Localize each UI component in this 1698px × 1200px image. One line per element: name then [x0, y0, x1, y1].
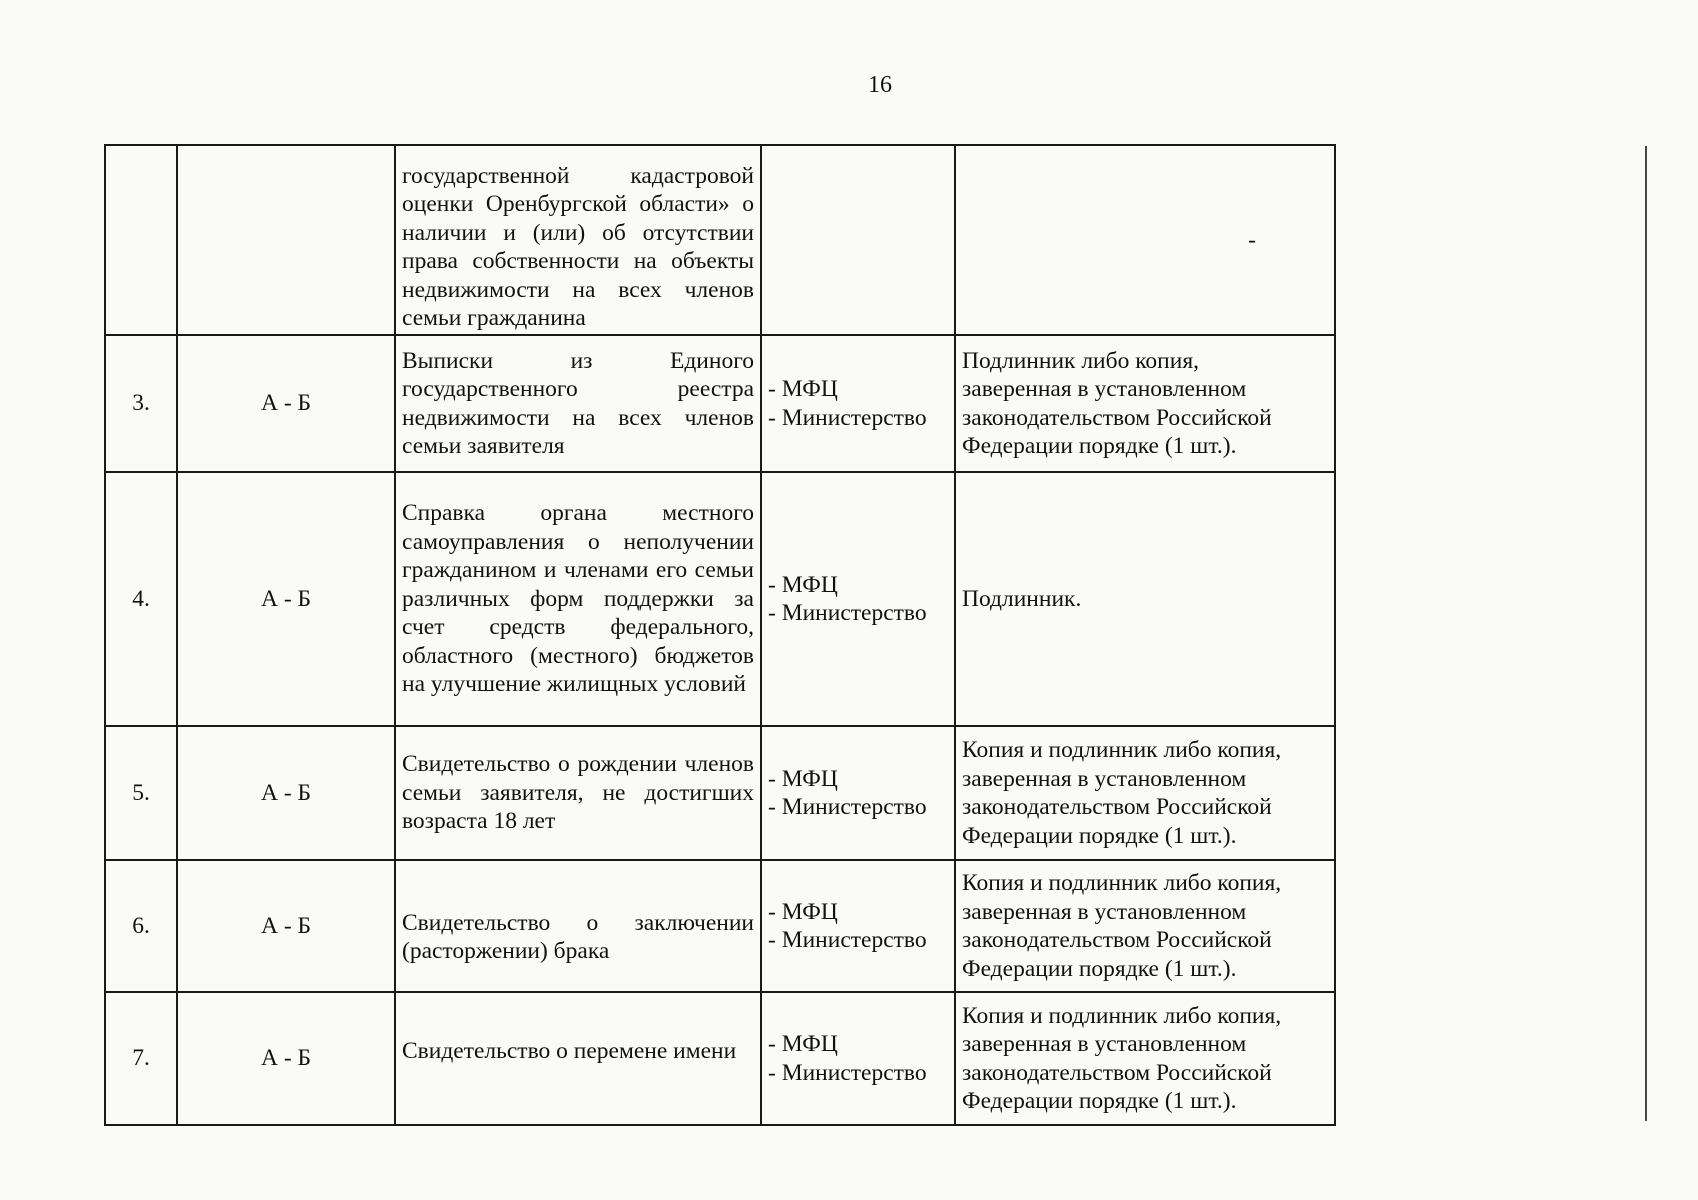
org-line: - МФЦ	[768, 1031, 838, 1057]
form-line: заверенная в установленном	[962, 1031, 1247, 1057]
row-number-cell: 7.	[105, 992, 177, 1125]
form-line: Федерации порядке (1 шт.).	[962, 955, 1237, 982]
document-name-cell: Справка органа местного самоуправления о неполучении гражданином и членами его семьи различных форм поддержки за счет средств федерального, областного (местного) бюджетов на улучшение жилищных условий	[395, 472, 761, 726]
document-form-cell	[955, 992, 1335, 1125]
org-line: - Министерство	[768, 1059, 927, 1086]
page-number: 16	[868, 72, 892, 98]
table-row	[105, 335, 1335, 472]
form-line: законодательством Российской	[962, 794, 1272, 820]
org-line: - МФЦ	[768, 571, 838, 598]
org-line: - Министерство	[768, 404, 927, 431]
margin-rule	[1645, 146, 1647, 1121]
form-line: Копия и подлинник либо копия,	[962, 870, 1282, 896]
document-name-cell: Выписки из Единого государственного реестра недвижимости на всех членов семьи заявителя	[395, 335, 761, 472]
form-line: Федерации порядке (1 шт.).	[962, 433, 1237, 459]
org-line: - МФЦ	[768, 376, 838, 402]
org-line: - Министерство	[768, 600, 927, 626]
submission-place-cell	[761, 860, 955, 992]
table-row	[105, 472, 1335, 726]
form-line: Федерации порядке (1 шт.).	[962, 1088, 1237, 1114]
org-line: - Министерство	[768, 794, 927, 820]
document-form-cell	[955, 335, 1335, 472]
submission-place-cell	[761, 335, 955, 472]
form-line: Подлинник.	[962, 585, 1082, 612]
applicant-category-cell: А - Б	[177, 860, 395, 992]
document-form-cell	[955, 145, 1335, 335]
submission-place-cell	[761, 992, 955, 1125]
document-name-cell: государственной кадастровой оценки Оренбургской области» о наличии и (или) об отсутствии права собственности на объекты недвижимости на всех членов семьи гражданина	[395, 145, 761, 335]
form-line: -	[1248, 226, 1256, 253]
form-line: заверенная в установленном	[962, 898, 1247, 925]
applicant-category-cell: А - Б	[177, 992, 395, 1125]
org-line: - МФЦ	[768, 765, 838, 792]
submission-place-cell	[761, 145, 955, 335]
form-line: Федерации порядке (1 шт.).	[962, 822, 1237, 849]
applicant-category-cell	[177, 145, 395, 335]
table-row	[105, 145, 1335, 335]
submission-place-cell	[761, 472, 955, 726]
applicant-category-cell: А - Б	[177, 726, 395, 860]
document-name-cell: Свидетельство о заключении (расторжении) брака	[395, 860, 761, 992]
row-number-cell: 4.	[105, 472, 177, 726]
row-number-cell	[105, 145, 177, 335]
form-line: Копия и подлинник либо копия,	[962, 1002, 1282, 1029]
row-number-cell: 6.	[105, 860, 177, 992]
org-line: - МФЦ	[768, 898, 838, 925]
row-number-cell: 5.	[105, 726, 177, 860]
form-line: законодательством Российской	[962, 1059, 1272, 1086]
form-line: заверенная в установленном	[962, 765, 1247, 792]
documents-table	[104, 144, 1336, 1126]
form-line: законодательством Российской	[962, 404, 1272, 431]
document-form-cell	[955, 860, 1335, 992]
table-row	[105, 992, 1335, 1125]
applicant-category-cell: А - Б	[177, 472, 395, 726]
applicant-category-cell: А - Б	[177, 335, 395, 472]
submission-place-cell	[761, 726, 955, 860]
document-name-cell: Свидетельство о перемене имени	[395, 992, 761, 1125]
form-line: заверенная в установленном	[962, 376, 1247, 402]
row-number-cell: 3.	[105, 335, 177, 472]
document-name-cell: Свидетельство о рождении членов семьи заявителя, не достигших возраста 18 лет	[395, 726, 761, 860]
table-row	[105, 860, 1335, 992]
form-line: Подлинник либо копия,	[962, 347, 1200, 374]
form-line: Копия и подлинник либо копия,	[962, 737, 1282, 763]
org-line: - Министерство	[768, 927, 927, 953]
table-row	[105, 726, 1335, 860]
document-form-cell	[955, 726, 1335, 860]
form-line: законодательством Российской	[962, 927, 1272, 953]
document-form-cell	[955, 472, 1335, 726]
